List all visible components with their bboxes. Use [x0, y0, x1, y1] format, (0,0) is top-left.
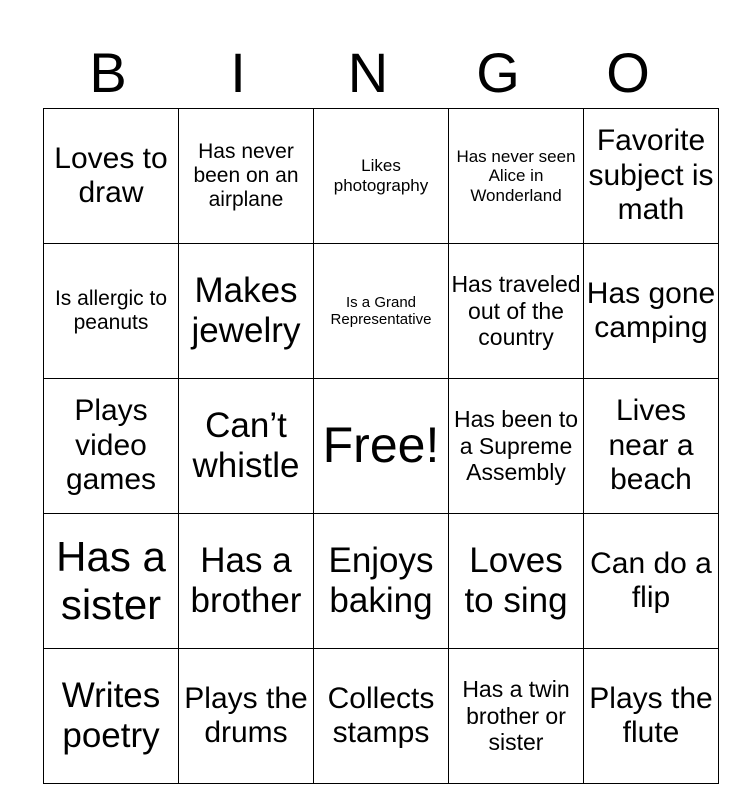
header-letter-o: O	[606, 41, 650, 104]
bingo-cell[interactable]: Has a twin brother or sister	[449, 649, 584, 784]
bingo-cell[interactable]: Plays the flute	[584, 649, 719, 784]
bingo-cell[interactable]: Has a brother	[179, 514, 314, 649]
header-letter-n: N	[347, 41, 389, 104]
bingo-cell[interactable]: Writes poetry	[44, 649, 179, 784]
bingo-cell[interactable]: Has never seen Alice in Wonderland	[449, 109, 584, 244]
bingo-row	[44, 244, 719, 379]
header-letter-g: G	[476, 41, 520, 104]
bingo-cell[interactable]: Has gone camping	[584, 244, 719, 379]
bingo-cell[interactable]: Plays video games	[44, 379, 179, 514]
bingo-cell[interactable]: Collects stamps	[314, 649, 449, 784]
bingo-cell[interactable]: Has traveled out of the country	[449, 244, 584, 379]
header-letter-b: B	[89, 41, 127, 104]
bingo-row	[44, 109, 719, 244]
bingo-cell[interactable]: Plays the drums	[179, 649, 314, 784]
bingo-row	[44, 514, 719, 649]
bingo-cell[interactable]: Has never been on an airplane	[179, 109, 314, 244]
bingo-cell[interactable]: Likes photography	[314, 109, 449, 244]
bingo-cell[interactable]: Loves to draw	[44, 109, 179, 244]
bingo-cell[interactable]: Can’t whistle	[179, 379, 314, 514]
bingo-grid	[43, 108, 719, 784]
bingo-cell[interactable]: Is a Grand Representative	[314, 244, 449, 379]
bingo-cell[interactable]: Lives near a beach	[584, 379, 719, 514]
bingo-row	[44, 379, 719, 514]
bingo-cell[interactable]: Favorite subject is math	[584, 109, 719, 244]
bingo-cell[interactable]: Makes jewelry	[179, 244, 314, 379]
free-space[interactable]: Free!	[314, 379, 449, 514]
bingo-cell[interactable]: Is allergic to peanuts	[44, 244, 179, 379]
bingo-cell[interactable]: Has a sister	[44, 514, 179, 649]
bingo-cell[interactable]: Loves to sing	[449, 514, 584, 649]
bingo-cell[interactable]: Can do a flip	[584, 514, 719, 649]
bingo-row	[44, 649, 719, 784]
bingo-header	[43, 40, 693, 106]
bingo-cell[interactable]: Has been to a Supreme Assembly	[449, 379, 584, 514]
bingo-cell[interactable]: Enjoys baking	[314, 514, 449, 649]
header-letter-i: I	[230, 41, 246, 104]
